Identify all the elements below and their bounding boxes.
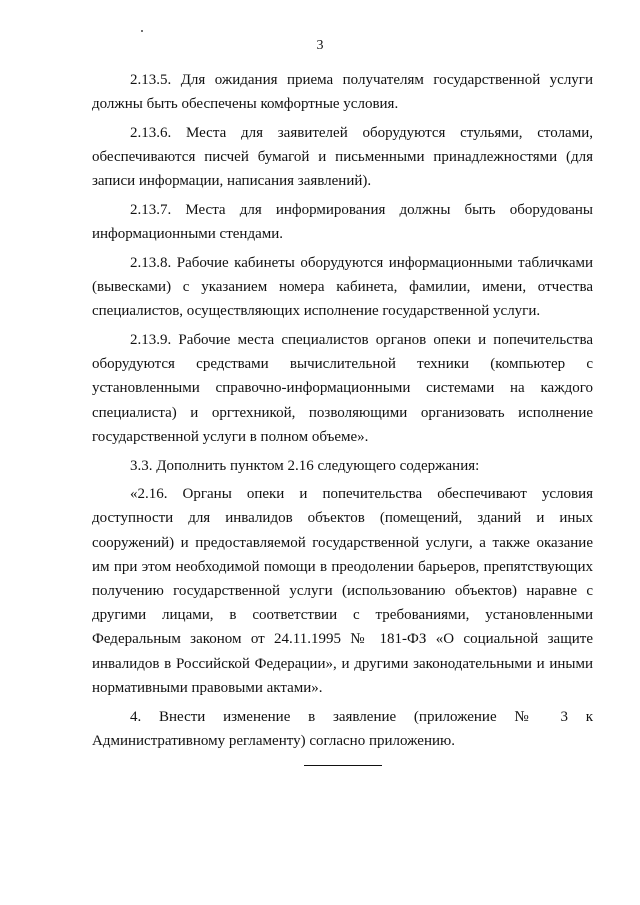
- paragraph-2-13-9: 2.13.9. Рабочие места специалистов органов опеки и попечительства оборудуются средствами вычислительной техники (компьютер с установленными справочно-информационными системами на каждого специалиста) и оргтехникой, позволяющими организовать исполнение государственной услуги в полном объеме».: [92, 332, 593, 445]
- paragraph-2-13-6: 2.13.6. Места для заявителей оборудуются стульями, столами, обеспечиваются писчей бумагой и письменными принадлежностями (для записи информации, написания заявлений).: [92, 124, 593, 190]
- paragraph-2-13-7: 2.13.7. Места для информирования должны быть оборудованы информационными стендами.: [92, 202, 593, 243]
- closing-separator-line: [304, 765, 382, 766]
- paragraph-2-16: «2.16. Органы опеки и попечительства обеспечивают условия доступности для инвалидов объектов (помещений, зданий и иных сооружений) и предоставляемой государственной услуги, а также оказание им при этом необходимой помощи в преодолении барьеров, препятствующих получению государственной услуги (использованию объектов) наравне с другими лицами, в соответствии с требованиями, установленными Федеральным законом от 24.11.1995 № 181-ФЗ «О социальной защите инвалидов в Российской Федерации», и другими законодательными и иными нормативными правовыми актами».: [92, 486, 593, 696]
- paragraph-4: 4. Внести изменение в заявление (приложение № 3 к Административному регламенту) согласно приложению.: [92, 708, 593, 749]
- paragraph-3-3: 3.3. Дополнить пунктом 2.16 следующего содержания:: [130, 457, 480, 474]
- document-body: [92, 68, 593, 757]
- page-number: 3: [316, 38, 324, 53]
- paragraph-2-13-5: 2.13.5. Для ожидания приема получателям государственной услуги должны быть обеспечены комфортные условия.: [92, 72, 593, 113]
- paragraph-2-13-8: 2.13.8. Рабочие кабинеты оборудуются информационными табличками (вывесками) с указанием номера кабинета, фамилии, имени, отчества специалистов, осуществляющих исполнение государственной услуги.: [92, 254, 593, 320]
- scan-artifact: [141, 30, 143, 32]
